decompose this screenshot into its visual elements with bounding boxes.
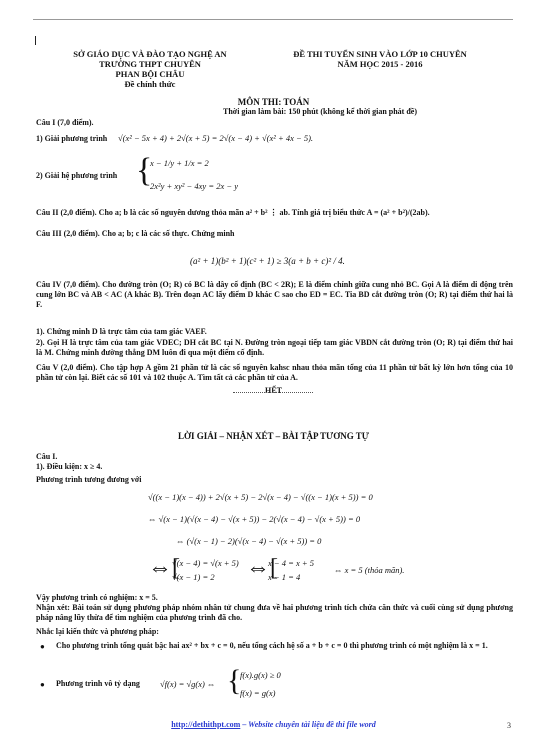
system-brace: { xyxy=(136,152,153,189)
header-exam-title: ĐỀ THI TUYỂN SINH VÀO LỚP 10 CHUYÊN xyxy=(293,49,467,59)
q4-part2: 2). Gọi H là trực tâm của tam giác VDEC; DH cắt BC tại N. Đường tròn ngoại tiếp tam giác VBDN cắt đường tròn (O; R) tại điểm thứ hai là M. Chứng minh đường thẳng DM luôn đi qua một điểm cố định. xyxy=(36,338,513,357)
solution-conclusion: Vậy phương trình có nghiệm: x = 5. xyxy=(36,593,158,602)
q4-text: Câu IV (7,0 điểm). Cho đường tròn (O; R) có BC là dây cố định (BC < 2R); E là điểm chính giữa cung nhỏ BC. Gọi A là điểm di động trên cung lớn BC và AB < AC (A khác B). Trên đoạn AC lấy điểm D khác C sao cho ED = EC. Tia BD cắt đường tròn (O; R) tại điểm thứ hai là F. xyxy=(36,280,513,309)
top-rule xyxy=(33,19,513,20)
page-number: 3 xyxy=(507,721,511,730)
q1-part1-equation: √(x² − 5x + 4) + 2√(x + 5) = 2√(x − 4) + √(x² + 4x − 5). xyxy=(118,133,314,143)
footer-link[interactable]: http://dethithpt.com xyxy=(171,720,241,729)
header-official: Đề chính thức xyxy=(124,79,176,89)
solution-case-a: √(x − 4) = √(x + 5) xyxy=(172,558,239,568)
header-school: TRƯỜNG THPT CHUYÊN xyxy=(99,59,201,69)
exam-subject: MÔN THI: TOÁN xyxy=(237,97,310,107)
q1-system-eq2: 2x²y + xy² − 4xy = 2x − y xyxy=(150,181,238,191)
bullet-dot-1: ● xyxy=(40,642,45,651)
solution-bullet-2: Phương trình vô tỷ dạng xyxy=(56,679,140,688)
solution-case-c: x − 4 = x + 5 xyxy=(268,558,315,568)
solution-equivalent: Phương trình tương đương với xyxy=(36,475,142,484)
solution-eq3: ⇔ (√(x − 1) − 2)(√(x − 4) − √(x + 5)) = 0 xyxy=(176,536,322,546)
header-department: SỞ GIÁO DỤC VÀ ĐÀO TẠO NGHỆ AN xyxy=(73,49,227,59)
header-left xyxy=(50,49,250,89)
solution-eq2: ⇔ √(x − 1)(√(x − 4) − √(x + 5)) − 2(√(x − 4) − √(x + 5)) = 0 xyxy=(148,514,361,524)
exam-time: Thời gian làm bài: 150 phút (không kể thời gian phát đề) xyxy=(222,107,418,116)
solution-case-d: x − 1 = 4 xyxy=(268,572,301,582)
q1-part1-label: 1) Giải phương trình xyxy=(36,134,108,143)
q5-text: Câu V (2,0 điểm). Cho tập hợp A gồm 21 phần tử là các số nguyên kahsc nhau thỏa mãn tổng của 11 phần tử bất kỳ lớn hơn tổng của 10 phần tử còn lại. Biết các số 101 và 102 thuộc A. Tìm tất cả các phần tử của A. xyxy=(36,363,513,382)
end-marker: HẾT xyxy=(265,386,282,395)
solution-or-bracket-2: ⇔[ xyxy=(246,555,278,581)
solution-q1-title: Câu I. xyxy=(36,452,58,461)
end-dotted-line xyxy=(233,392,313,393)
header-school-year: NĂM HỌC 2015 - 2016 xyxy=(337,59,423,69)
q1-part2-label: 2) Giải hệ phương trình xyxy=(36,171,118,180)
footer-text: – Website chuyên tài liệu đề thi file word xyxy=(240,720,376,729)
q3-inequality: (a² + 1)(b² + 1)(c² + 1) ≥ 3(a + b + c)² / 4. xyxy=(190,256,345,266)
footer xyxy=(0,720,547,730)
solution-title: LỜI GIẢI – NHẬN XÉT – BÀI TẬP TƯƠNG TỰ xyxy=(178,431,369,441)
solution-or-bracket: ⇔[ xyxy=(148,555,180,581)
solution-bullet-1: Cho phương trình tổng quát bậc hai ax² + bx + c = 0, nếu tổng cách hệ số a + b + c = 0 thì phương trình có một nghiệm là x = 1. xyxy=(56,641,488,650)
solution-remark: Nhận xét: Bài toán sử dụng phương pháp nhóm nhân tử chung đưa về hai phương trình tích chứa căn thức và cuối cùng sử dụng phương pháp nâng lũy thừa để tìm nghiệm của phương trình đã cho. xyxy=(36,603,513,622)
solution-eq1: √((x − 1)(x − 4)) + 2√(x + 5) − 2√(x − 4) − √((x − 1)(x + 5)) = 0 xyxy=(148,492,373,502)
solution-bullet-2-cond2: f(x) = g(x) xyxy=(240,688,276,698)
solution-recall: Nhắc lại kiến thức và phương pháp: xyxy=(36,627,159,636)
solution-case-b: √(x − 1) = 2 xyxy=(172,572,215,582)
q4-part1: 1). Chứng minh D là trực tâm của tam giác VAEF. xyxy=(36,327,207,336)
solution-bullet-2-eq: √f(x) = √g(x) ⇔ xyxy=(160,679,216,689)
q3-text: Câu III (2,0 điểm). Cho a; b; c là các số thực. Chứng minh xyxy=(36,229,235,238)
header-school-name: PHAN BỘI CHÂU xyxy=(115,69,185,79)
header-right xyxy=(255,49,505,69)
bullet-dot-2: ● xyxy=(40,680,45,689)
q1-system-eq1: x − 1/y + 1/x = 2 xyxy=(150,158,209,168)
q2-text: Câu II (2,0 điểm). Cho a; b là các số nguyên dương thỏa mãn a² + b² ⋮ ab. Tính giá trị biểu thức A = (a² + b²)/(2ab). xyxy=(36,208,430,217)
solution-bullet-2-brace: { xyxy=(227,664,242,697)
solution-condition: 1). Điều kiện: x ≥ 4. xyxy=(36,462,103,471)
solution-result: ⇔ x = 5 (thỏa mãn). xyxy=(334,565,405,575)
q1-title: Câu I (7,0 điểm). xyxy=(36,118,94,127)
solution-bullet-2-cond1: f(x).g(x) ≥ 0 xyxy=(240,670,281,680)
cursor-mark xyxy=(35,36,36,45)
